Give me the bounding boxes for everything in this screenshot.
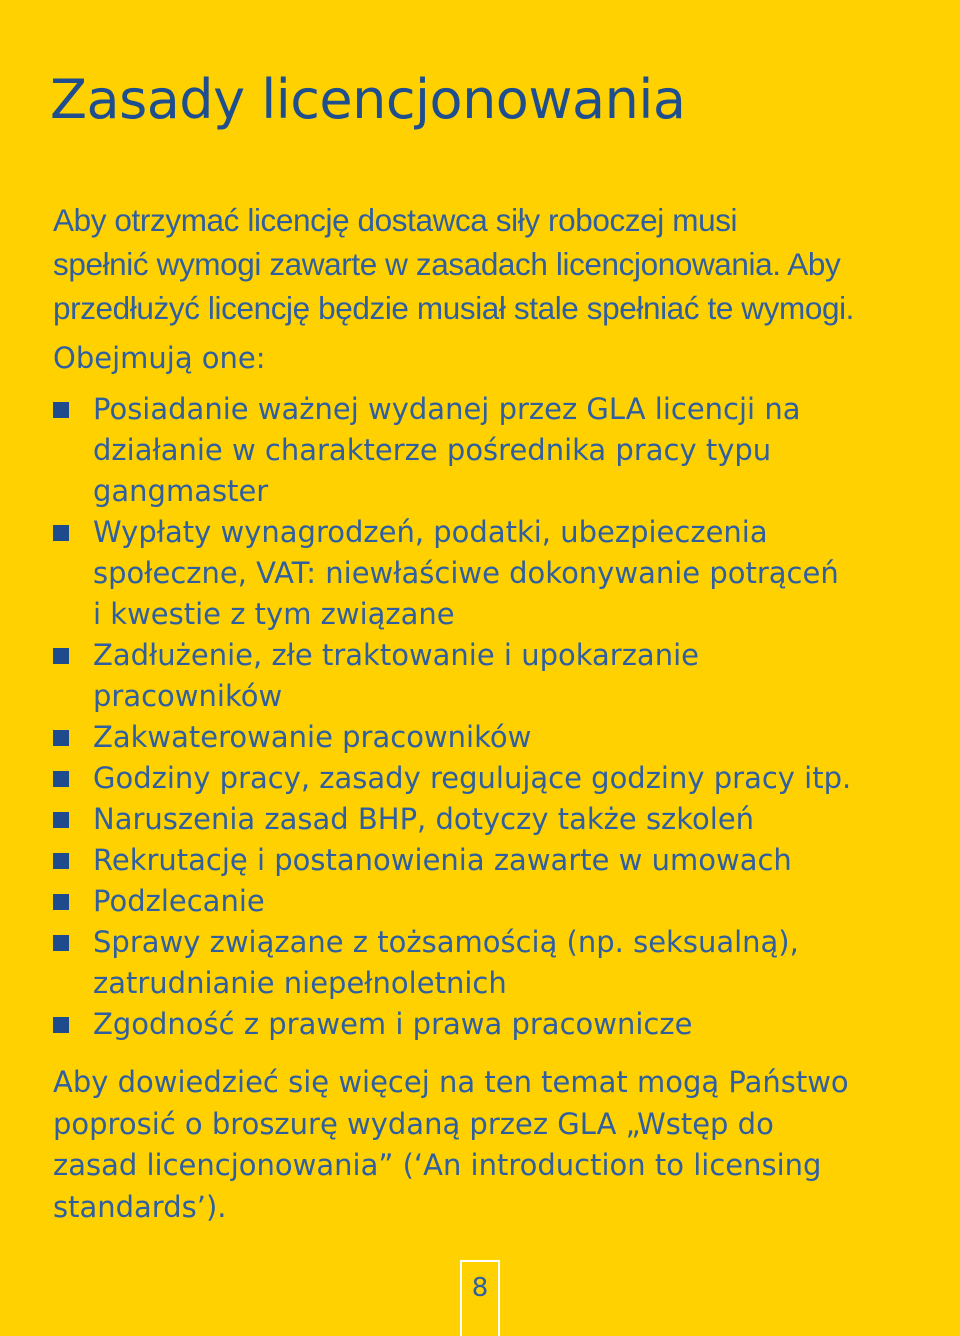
list-item-line: Sprawy związane z tożsamością (np. seksualną),	[93, 925, 799, 959]
list-item-line: i kwestie z tym związane	[93, 597, 455, 631]
list-item	[53, 881, 933, 922]
list-item	[53, 717, 933, 758]
list-item-line: zatrudnianie niepełnoletnich	[93, 966, 507, 1000]
closing-line: Aby dowiedzieć się więcej na ten temat mogą Państwo	[53, 1065, 849, 1099]
list-item-line: gangmaster	[93, 474, 269, 508]
intro-line: przedłużyć licencję będzie musiał stale spełniać te wymogi.	[53, 290, 855, 326]
intro-line: spełnić wymogi zawarte w zasadach licencjonowania. Aby	[53, 246, 841, 282]
intro-paragraph	[53, 198, 933, 330]
square-bullet-icon	[53, 853, 69, 869]
list-item-line: Posiadanie ważnej wydanej przez GLA licencji na	[93, 392, 801, 426]
list-item	[53, 389, 933, 512]
list-item	[53, 799, 933, 840]
list-item-line: Naruszenia zasad BHP, dotyczy także szkoleń	[93, 802, 755, 836]
list-item-line: działanie w charakterze pośrednika pracy typu	[93, 433, 772, 467]
closing-line: poprosić o broszurę wydaną przez GLA „Wstęp do	[53, 1106, 774, 1141]
list-item-line: Zakwaterowanie pracowników	[93, 720, 532, 754]
list-item-line: Wypłaty wynagrodzeń, podatki, ubezpieczenia	[93, 515, 768, 549]
square-bullet-icon	[53, 1017, 69, 1033]
list-item	[53, 758, 933, 799]
square-bullet-icon	[53, 935, 69, 951]
square-bullet-icon	[53, 812, 69, 828]
list-item-line: Zgodność z prawem i prawa pracownicze	[93, 1007, 693, 1041]
requirements-list	[53, 389, 933, 1045]
square-bullet-icon	[53, 730, 69, 746]
closing-line: zasad licencjonowania” (‘An introduction to licensing	[53, 1148, 822, 1182]
list-item-line: pracowników	[93, 679, 283, 713]
list-item	[53, 512, 933, 635]
closing-line: standards’).	[53, 1189, 227, 1224]
list-item-line: Podzlecanie	[93, 884, 265, 918]
list-item-line: Zadłużenie, złe traktowanie i upokarzanie	[93, 638, 699, 672]
list-item	[53, 1004, 933, 1045]
list-item	[53, 635, 933, 717]
page-number: 8	[471, 1273, 489, 1303]
list-item-line: społeczne, VAT: niewłaściwe dokonywanie potrąceń	[93, 556, 839, 590]
square-bullet-icon	[53, 894, 69, 910]
closing-paragraph	[53, 1062, 933, 1228]
page-title: Zasady licencjonowania	[50, 68, 686, 131]
square-bullet-icon	[53, 402, 69, 418]
square-bullet-icon	[53, 648, 69, 664]
list-item	[53, 922, 933, 1004]
page-number-tab	[460, 1260, 500, 1336]
list-lead: Obejmują one:	[53, 341, 266, 375]
square-bullet-icon	[53, 771, 69, 787]
list-item-line: Rekrutację i postanowienia zawarte w umowach	[93, 843, 792, 877]
intro-line: Aby otrzymać licencję dostawca siły roboczej musi	[53, 202, 738, 238]
list-item-line: Godziny pracy, zasady regulujące godziny pracy itp.	[93, 761, 852, 795]
list-item	[53, 840, 933, 881]
square-bullet-icon	[53, 525, 69, 541]
